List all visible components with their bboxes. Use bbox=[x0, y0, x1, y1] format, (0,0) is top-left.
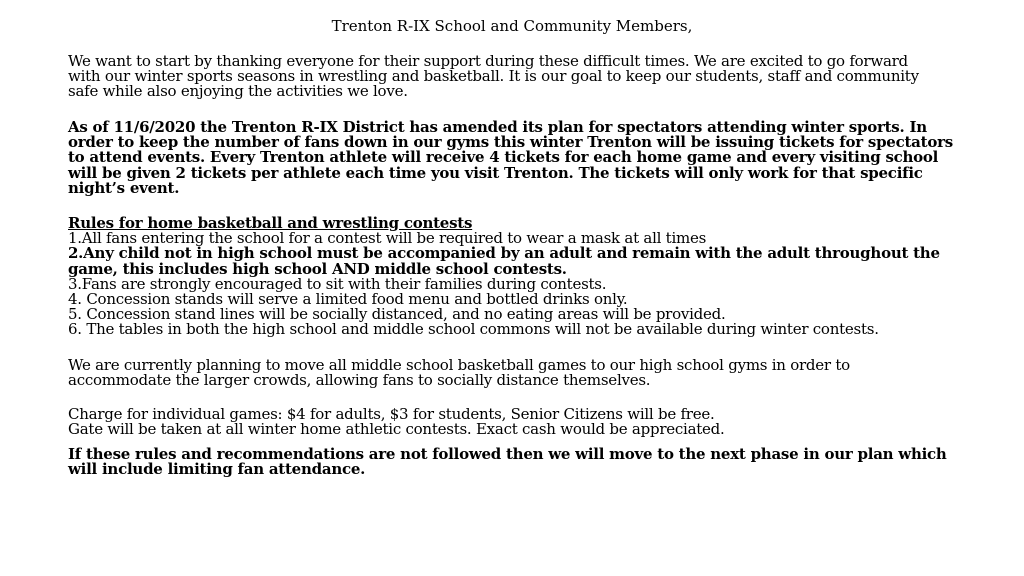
rules-section bbox=[68, 216, 1008, 338]
intro-paragraph bbox=[68, 54, 1008, 100]
planning-line: accommodate the larger crowds, allowing fans to socially distance themselves. bbox=[68, 371, 651, 390]
announcement-line: to attend events. Every Trenton athlete will receive 4 tickets for each home game and every visiting school bbox=[68, 148, 939, 167]
warning-line: will include limiting fan attendance. bbox=[68, 460, 366, 479]
announcement-line: As of 11/6/2020 the Trenton R-IX District has amended its plan for spectators attending winter sports. In bbox=[68, 118, 927, 136]
intro-line: with our winter sports seasons in wrestling and basketball. It is our goal to keep our students, staff and community bbox=[68, 67, 919, 86]
announcement-paragraph bbox=[68, 120, 1008, 196]
rule-item-5: 5. Concession stand lines will be socially distanced, and no eating areas will be provided. bbox=[68, 305, 726, 324]
rule-item-2-continued: game, this includes high school AND middle school contests. bbox=[68, 259, 567, 278]
rule-item-6: 6. The tables in both the high school and middle school commons will not be available during winter contests. bbox=[68, 320, 879, 339]
announcement-line: will be given 2 tickets per athlete each time you visit Trenton. The tickets will only work for that specific bbox=[68, 163, 923, 182]
announcement-line: night’s event. bbox=[68, 178, 180, 197]
planning-line: We are currently planning to move all middle school basketball games to our high school gyms in order to bbox=[68, 356, 850, 374]
intro-line: safe while also enjoying the activities we love. bbox=[68, 82, 408, 101]
rule-item-3: 3.Fans are strongly encouraged to sit with their families during contests. bbox=[68, 274, 607, 293]
charge-line: Charge for individual games: $4 for adults, $3 for students, Senior Citizens will be free. bbox=[68, 405, 715, 423]
intro-line: We want to start by thanking everyone for their support during these difficult times. We are excited to go forward bbox=[68, 52, 908, 70]
announcement-line: order to keep the number of fans down in our gyms this winter Trenton will be issuing tickets for spectators bbox=[68, 133, 953, 152]
charge-line: Gate will be taken at all winter home athletic contests. Exact cash would be appreciated. bbox=[68, 420, 725, 439]
charge-paragraph bbox=[68, 407, 1008, 437]
warning-line: If these rules and recommendations are not followed then we will move to the next phase in our plan which bbox=[68, 445, 947, 463]
greeting-line: Trenton R-IX School and Community Members, bbox=[331, 17, 693, 35]
warning-paragraph bbox=[68, 447, 1008, 477]
planning-paragraph bbox=[68, 358, 1008, 388]
rule-item-2: 2.Any child not in high school must be accompanied by an adult and remain with the adult throughout the bbox=[68, 244, 940, 263]
rule-item-1: 1.All fans entering the school for a contest will be required to wear a mask at all times bbox=[68, 229, 707, 248]
rules-heading: Rules for home basketball and wrestling contests bbox=[68, 214, 473, 232]
rule-item-4: 4. Concession stands will serve a limited food menu and bottled drinks only. bbox=[68, 290, 628, 309]
